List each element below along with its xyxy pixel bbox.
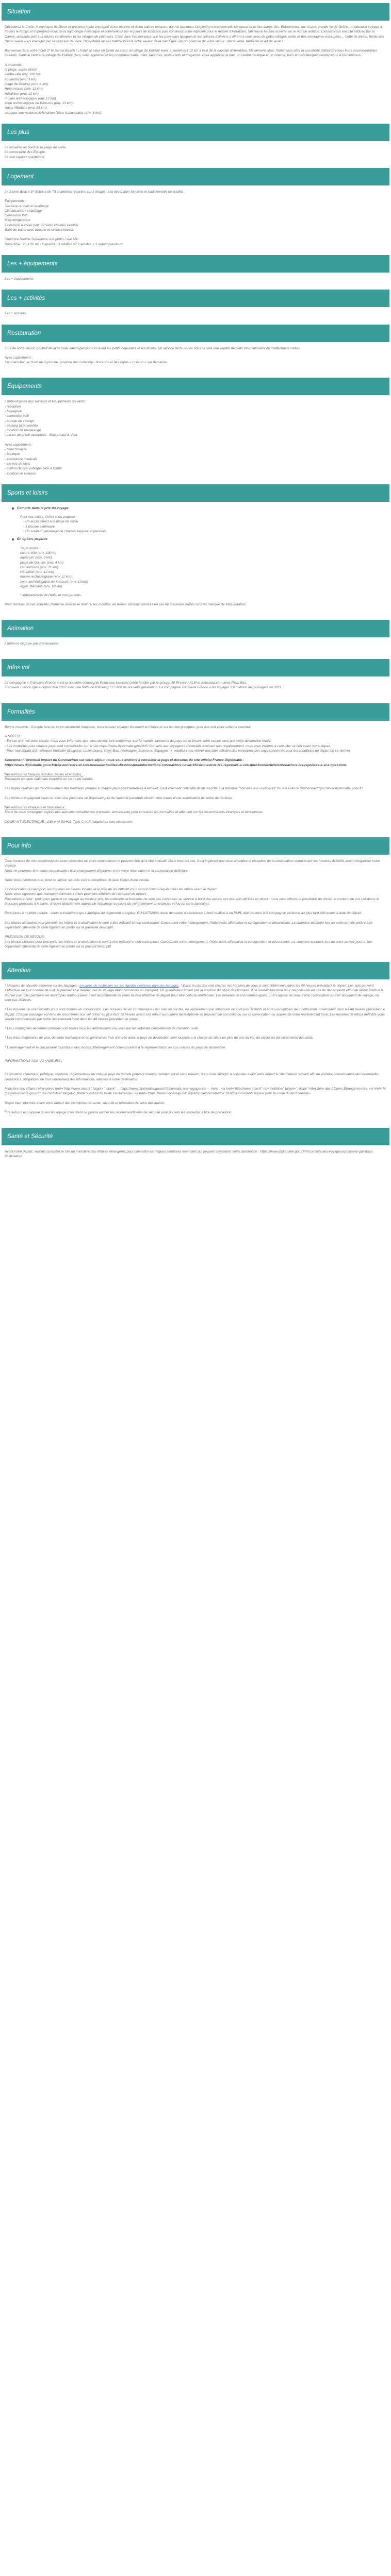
room-detail: Superficie : 20 à 26 m² - Capacité : 3 adultes ou 2 adultes + 1 enfant maximum <box>5 242 123 246</box>
equipements-item: - réception <box>5 404 21 409</box>
sports-footer: Pour certains de ces activités, l'hôtel se réserve le droit de les modifier, de fermer certains services en cas de mauvaise météo ou d'un manque de fréquentation. <box>5 602 247 606</box>
formalites-p1: Bonne nouvelle : Compte tenu de votre nationalité française, vous pouvez voyager librement en Grèce et sur les îles grecques, quel que soit votre schéma vaccinal. <box>5 725 252 729</box>
equipements-supp-item: - assistance médicale <box>5 457 38 461</box>
section-heading-logement: Logement <box>2 168 389 185</box>
animation-block <box>2 641 389 656</box>
logement-equip-item: Climatisation / chauffage <box>5 209 42 213</box>
sante-text: Avant votre départ, veuillez consulter le site du ministère des Affaires étrangères pour connaître les risques sanitaires éventuels qui peuvent concerner votre destination : https://www.diplomatie.gouv.fr/fr/conseils-aux-voyageurs/conseils-par-pays-destination/ <box>5 1150 373 1159</box>
sports-included-item: - 1 piscine extérieure <box>23 524 55 529</box>
equipements-supp-item: - location de voitures <box>5 471 36 476</box>
pourinfo-p8: Les places attribuées pour prévenir les hôtels et la destination le sont à titre indicatif et non contractuel. Concernant votre hébergement, l'hôtel reste affirmative la configuration et décorations. La chambre attribuée lors de votre arrivée pourra être cependant différente de celle figurant en photo sur la présente descriptif. <box>5 921 373 929</box>
equipements-supp-item: - service de taxis <box>5 462 30 466</box>
sports-option-item: plage de Gouves (env. 4 km) <box>20 561 64 565</box>
attention-block <box>2 984 389 1125</box>
formalites-courant: COURANT ÉLECTRIQUE : 230 V (A 50 Hz). Type C et F. Adaptateur non nécessaire. <box>5 820 134 824</box>
infos-block <box>2 681 389 700</box>
pourinfo-p3: Nous vous informons que, pour ce séjour, les vols sont susceptibles de faire l'objet d'une escale. <box>5 878 150 882</box>
attention-info-label: INFORMATIONS AUX VOYAGEURS : <box>5 1059 63 1063</box>
formalites-attention-label: A NOTER : <box>5 735 22 739</box>
pourinfo-p2: Nous ne pourrons être tenus responsables d'un changement d'horaires entre votre réservation et la convocation définitive. <box>5 869 189 873</box>
situation-block <box>2 25 389 121</box>
equipements-supp-label: Avec supplément : <box>5 443 33 447</box>
page <box>0 3 391 1169</box>
pourinfo-p4: La convocation à l'aéroport, les horaires en heures locales et le plan de vol définitif vous seront communiqués dans les délais avant le départ. <box>5 888 218 892</box>
logement-equip-item: Mini-réfrigérateur <box>5 218 31 223</box>
pourinfo-precision-label: PRÉCISION DE SÉJOUR : <box>5 935 46 939</box>
equipements-item: - parking (à proximité) <box>5 423 38 428</box>
proximity-item: plage de Gouves (env. 4 km) <box>5 82 48 86</box>
plus-item: Le bon rapport qualité/prix <box>5 155 44 159</box>
attention-info-3: Soyez bien informés avant votre départ des conditions de santé, sécurité et formalités de votre destination. <box>5 1101 166 1105</box>
formalites-link[interactable]: https://www.diplomatie.gouv.fr/fr/le-ministere-et-son-reseau/actualites-du-ministere/informations-coronavirus-covid-19/coronavirus-les-reponses-a-vos-questions/article/coronavirus-les-reponses-a-vos-questions <box>5 763 347 767</box>
proximity-item: aquarium (env. 3 km) <box>5 77 37 81</box>
equipements-item: - location de nouveauge <box>5 429 41 433</box>
logement-equip-item: Salle de bains avec douche et sèche-cheveux <box>5 228 74 232</box>
situation-intro-2: Bienvenue dans votre hôtel 3* le Samel Beach ! L'hôtel se situe en Crète au cœur du village de Kokkini Hani, à seulement 12 km à l'est de la capitale d'Héraklion. Idéalement situé, l'hôtel vous offre la possibilité d'atteindre tous leurs incontournables naturels. Dans le centre du village de Kokkini Hani, vous apprécierez les nombreux cafés, bars, tavernes, restaurants et magasins. Pour apprécier la mer, un centre nautique et un cinéma, bars et discothèques rendez-vous à Hersonissos... <box>5 49 378 58</box>
equipements-plus-text: Les + équipements <box>5 277 34 281</box>
proximity-item: la plage, accès direct <box>5 68 37 72</box>
section-heading-plus: Les plus <box>2 124 389 141</box>
section-heading-situation: Situation <box>2 3 389 21</box>
attention-p3: * Les compagnies aériennes utilisées sont toutes reçu les autorisations requises par les autorités compétentes de l'aviation civile. <box>5 1027 199 1031</box>
sports-included-item: - Un solarium aménagé de chaises longues et parasols <box>23 530 106 534</box>
section-heading-formalites: Formalités <box>2 703 389 721</box>
section-heading-equipements: Équipements <box>2 378 389 395</box>
logement-intro: Le Samel Beach 3* dispose de 73 chambres réparties sur 2 étages, à la décoration familiale et traditionnelle de qualité. <box>5 190 184 194</box>
equipements-supp-list <box>5 447 386 476</box>
animation-text: L'hôtel ne dispose pas d'animations. <box>5 641 59 646</box>
sports-options-row <box>12 537 386 541</box>
situation-intro-1: Découvrez la Crète, le mythique île Dieux et précieux joyau imprégné d'une histoire et d'une culture uniques, dont le fascinant Labyrinthe exceptionnelle surpasse celle des autres îles. Entreprenez, sur la plus grande île de Grèce, un fabuleux voyage à travers le temps et imprégnez-vous de la mythologie hellénique et commencez par le palais de Knossos puis continuez votre odyssée pour le musée d'Héraklion, fabuleuse fenêtre ouverte sur le monde antique. Laissez-vous ensuite séduire par la Canée, adorable port aux allures vénitiennes et les villages de pêcheurs. C'est dans l'arrière-pays que les paysages typiques et les cultures d'oliviers s'offrent à vous avec de petits villages isolés et des montagnes escarpées... Cette île divine, bénie des Dieux saura vous envouter par sa douceur de vivre, l'hospitalité de ses habitants et la riche saveur de la mer Égée. Au programme de votre séjour : découverte, farniente et art de vivre ! <box>5 25 384 43</box>
sports-included-row <box>12 506 386 511</box>
sante-block <box>2 1149 389 1169</box>
equipements-block <box>2 399 389 481</box>
sports-option-item: Héraklion (env. 12 km) <box>20 570 54 574</box>
pourinfo-p7: Personnes à mobilité réduite : selon le traitement qui s'applique du règlement européen EU 1107/2006, toute demande d'assistance à bord relative à un PMR, doit parvenir à la compagnie aérienne au plus tard 48h avant la date de départ. <box>5 911 362 916</box>
sports-option-item: Agios Nikolaos (env. 53 km) <box>20 585 62 588</box>
sports-included-list <box>20 515 386 534</box>
section-heading-animation: Animation <box>2 620 389 637</box>
sports-block <box>2 506 389 617</box>
sports-options-list <box>20 546 386 598</box>
attention-info-4: *Toutefois il est rappelé qu'aucun voyage d'un client ne pourra vérifier les recommandations de sécurité pour pouvoir les respecter à titre de précaution. <box>5 1110 233 1114</box>
proximity-item: aéroport international d'Héraklion Nikos Kazantzakis (env. 8 km). <box>5 111 102 115</box>
activites-plus-block <box>2 311 389 321</box>
sports-note: * indépendants de l'hôtel et non garantis. <box>20 594 82 598</box>
attention-info-1: La situation climatique, politique, sanitaire, réglementaire de chaque pays du monde pouvant changer subitement et sans préavis, nous vous invitons à consulter avant votre départ le site Internet suivant afin de prendre connaissance des éventuelles restrictions, obligations ou tout simplement des informations relatives à votre destination. <box>5 1073 379 1081</box>
equipements-supp-item: - blanchisserie <box>5 448 27 452</box>
plus-item: La convivialité des Equipes <box>5 150 46 155</box>
formalites-ressortissants-label: Ressortissants français (adultes, bébés et enfants) : <box>5 772 83 776</box>
infos-p1: La compagnie « Transavia France » est la nouvelle compagnie Française low-cost créée fondée par le groupe Air France / KLM et transavia.com avec Pays-Bas. <box>5 681 247 685</box>
section-heading-sports: Sports et loisirs <box>2 484 389 502</box>
sports-option-item: Hersonissos (env. 11 km) <box>20 565 58 569</box>
attention-p2: * Les horaires de vol indicatifs vous sont donnés en convocation. Les horaires de vol communiqués par mail ou par fax, ou verbalement par téléphone ne sont pas définitifs et sont susceptibles de modification, notamment dans les 48 heures précédant le départ. Chaque passager est tenu de reconfirmer son vol retour au plus tard 72 heures avant son retour au numéro de téléphone se trouvant sur son billet ou sur sa convocation ou auprès de notre représentant local. Les horaires de retour définitifs vous seront communiqués par notre représentant local dans les 48 heures précédant le retour. <box>5 1008 385 1021</box>
equipements-supp-item: - boutique <box>5 452 20 456</box>
pourinfo-p1: Tous horaires de vols communiqués avant réception de votre convocation ne peuvent être qu'à titre indicatif. Dans tous les cas, il est impératif que vous attendiez la réception de la convocation comprenant les horaires définitifs avant d'organiser votre voyage. <box>5 859 380 868</box>
formalites-mineur: Les mineurs voyageant seuls ou avec une personne ne disposant pas de l'autorité parentale doivent être munis d'une autorisation de sortie de territoire. <box>5 796 233 800</box>
section-heading-sante: Santé et Sécurité <box>2 1128 389 1145</box>
formalites-attention-item: - En cas d'un vol avec escale, nous vous informons que vous devrez être conformes aux formalités sanitaires du pays où se trouve votre escale ainsi que votre destination finale. <box>5 739 271 743</box>
section-heading-attention: Attention <box>2 962 389 979</box>
room-type: Chambre Double Supérieure vue jardin / vue Mer <box>5 238 79 242</box>
logement-equip-label: Equipements : <box>5 199 27 204</box>
equipements-item: - connexion Wifi <box>5 414 29 418</box>
proximity-item: Héraklion (env. 12 km) <box>5 92 39 96</box>
proximity-item: centre-ville env. 100 m) <box>5 73 40 77</box>
section-heading-pour-info: Pour info <box>2 837 389 855</box>
pourinfo-precision: Les photos utilisées pour présenter les hôtels et la destination le sont à titre indicatif et non contractuel. Concernant votre hébergement, l'hôtel reste affirmative la configuration et décorations. La chambre attribuée lors de votre arrivée pourra être cependant différente de celle figurant en photo sur la présent descriptif. <box>5 940 372 948</box>
proximity-item: Agios Nikolaos (env. 53 km) <box>5 106 47 110</box>
restauration-text: Lors de votre séjour, profitez de la formule «demi-pension» incluant les petits-déjeuners et les dîners. Un service de boissons vous servira une variété de plats internationaux ou traditionnels crétois. <box>5 346 301 350</box>
pourinfo-p5: Nous vous signalons que l'aéroport d'arrivée à Paris peut être différent de l'aéroport de départ. <box>5 892 147 896</box>
section-heading-infos-vol: Infos vol <box>2 659 389 676</box>
infos-p2: Transavia France opère depuis Mai 2007 avec une flotte de 8 Boeing 737-800 de nouvelle génération. La compagnie Transavia France a fait voyager 1,8 millions de passagers en 2011. <box>5 686 283 690</box>
restauration-supp-label: Avec supplément : <box>5 355 33 360</box>
attention-p5: * L'aménagement et le classement touristique des modes d'hébergement correspondent à la réglementation ou aux usages du pays de destination. <box>5 1045 226 1049</box>
equipements-list <box>5 404 386 438</box>
sports-option-item: zone archéologique de Knossos (env. 13 km) <box>20 580 88 584</box>
proximity-item: Hersonissos (env. 11 km) <box>5 87 43 91</box>
proximity-item: zone archéologique de Knossos (env. 13 km) <box>5 101 73 106</box>
formalites-attention-item: - Pour tout départ d'un aéroport frontalier (Belgique, Luxembourg, Pays-Bas, Allemagne, Suisse ou Espagne...), veuillez vous référer aux sites officiels des ministères des pays concernés pour les conditions de départ de ce dernier. <box>5 749 351 753</box>
equipements-intro: L'hôtel dispose des services et équipements suivants : <box>5 400 87 404</box>
sports-included-item: - Un accès direct à la plage de sable <box>23 520 78 524</box>
proximity-item: musée archéologique (env 12 km) <box>5 96 56 100</box>
formalites-attention-list <box>5 739 386 753</box>
logement-block <box>2 190 389 252</box>
proximity-label: A proximité : <box>5 63 24 67</box>
logement-equip-item: Terrasse ou balcon aménagé <box>5 204 49 208</box>
sports-included-label: Compris dans le prix du voyage <box>17 506 69 510</box>
pourinfo-block <box>2 859 389 959</box>
proximity-list <box>5 67 386 115</box>
sports-options-label: En option, payants <box>17 537 47 541</box>
logement-equip-list <box>5 204 386 233</box>
attention-info-2: Ministère des affaires étrangères href="http://www.mae.fr" target="_blank" ... https://www.diplomatie.gouv.fr/fr/conseils-aux-voyageurs/ — liens : <a href="http://www.mae.fr" rel="nofollow" target="_blank">Ministère des Affaires Étrangères</a>, <a href="https://www.sante.gouv.fr" rel="nofollow" target="_blank">Institut de veille sanitaire</a>, <a href="https://www.service-public.fr/particuliers/vosdroits/F1820">Documents légaux pour la sortie du territoire</a>. <box>5 1087 386 1096</box>
restauration-supp: Un snack-bar, au bord de la piscine, propose des collations, boissons et des repas « maison » sur demande. <box>5 361 168 365</box>
attention-p1-end: . * Dans le cas des vols charter, les horaires de vous ci sont déterminés dans les 48 heures précédant le départ. Les vols peuvent s'effectuer de jour comme de nuit, le premier et le dernier jour du voyage étant consacrés au transport. Un granulaire n'incant pas la maîtrise du choix des horaires, il ne saurait être tenu pour responsable en cas de départ tardif et/ou de retour matinal le dernier jour. Ces partitions ne seront pas remboursées. Il est recommandé de noter la date effective de départ pour être celle du lendemain. Les horaires de vol communiqués, qu'il s'agisse de ceux d'une convocation ou d'un document de voyage, ne sont pas définitifs. <box>5 984 384 1002</box>
equipements-item: - cartes de crédit acceptées : Mastercard & Visa. <box>5 433 78 437</box>
equipements-supp-item: - station de bus publique face à l'hôtel <box>5 467 62 471</box>
sports-options-intro: *A proximité : <box>20 546 40 550</box>
plus-item: La situation au bord de la plage de sable <box>5 146 66 150</box>
restauration-block <box>2 346 389 375</box>
liquids-restriction-link[interactable]: mesures de restriction sur les liquides contenus dans les bagages <box>79 984 179 988</box>
pourinfo-p6: Prestations à bord : pour vous garantir un voyage au meilleur prix, les collations et boissons ne sont pas comprises au service à bord des avions lors des vols affrétés en direct : nous vous offrons la possibilité de choisir le contenu de vos collations et boissons proposés à la carte, à régler directement auprès de l'équipage au cours du vol (paiement en espèces et /ou en carte bancaire). <box>5 897 380 906</box>
activites-plus-text: Les + activités <box>5 312 26 316</box>
attention-p4: * Les frais obligatoires de visa, de carte touristique et en général les frais d'entrée dans le pays de destination sont toujours à la charge du client en plus du prix du vol, du séjour ou du circuit et/ou des nuits. <box>5 1036 314 1040</box>
formalites-attention-item: - Les modalités pour chaque pays sont consultables sur le site https://www.diplomatie.gouv.fr/fr/ Conseils aux voyageurs L'actualité évoluant très régulièrement, nous vous invitons à consulter ce lien avant votre départ. <box>5 744 332 748</box>
section-heading-activites-plus: Les + activités <box>2 290 389 307</box>
formalites-ressortissants: Passeport ou carte nationale d'identité en cours de validité. <box>5 777 94 782</box>
formalites-etrangers-label: Ressortissants étrangers et binationaux : <box>5 806 67 810</box>
bullet-icon <box>12 507 14 510</box>
equipements-item: - bureau de change <box>5 419 35 423</box>
sports-option-item: musée archéologique (env 12 km) <box>20 575 72 579</box>
formalites-etrangers: Merci de vous renseigner auprès des autorités compétentes (consulat, ambassade) pour connaître les formalités et attention sur les ressortissants étrangers et binationaux. <box>5 810 264 815</box>
attention-p1 <box>5 984 386 1003</box>
attention-p1-start: * Mesures de sécurité aérienne sur les bagages : <box>5 984 80 988</box>
sports-option-item: centre-ville (env. 100 m) <box>20 551 57 555</box>
equipements-plus-block <box>2 277 389 286</box>
section-heading-restauration: Restauration <box>2 325 389 342</box>
formalites-block <box>2 725 389 834</box>
logement-equip-item: Télévision à écran plat, 32 'avec chaines satellite <box>5 223 78 227</box>
plus-block <box>2 145 389 165</box>
bullet-icon <box>12 538 14 540</box>
sports-included-intro: Pour vos loisirs, l'hôtel vous propose : <box>20 515 77 519</box>
section-heading-equipements-plus: Les + équipements <box>2 255 389 273</box>
formalites-concernant: Concernant l'éventuel impact du Coronavirus sur votre séjour, nous vous invitons à consulter la page ci-dessous du site officiel France Diplomatie : <box>5 758 245 762</box>
equipements-item: - bagagerie <box>5 409 22 413</box>
formalites-regles: Les règles relatives au franchissement des frontières propres à chaque pays étant amenées à évoluer, il est vivement conseillé de se reporter à la rubrique "conseils aux voyageurs" du site France Diplomatie:https://www.diplomatie.gouv.fr/ <box>5 787 363 791</box>
logement-equip-item: Connexion Wifi <box>5 214 28 218</box>
sports-option-item: aquarium (env. 3 km) <box>20 556 52 560</box>
